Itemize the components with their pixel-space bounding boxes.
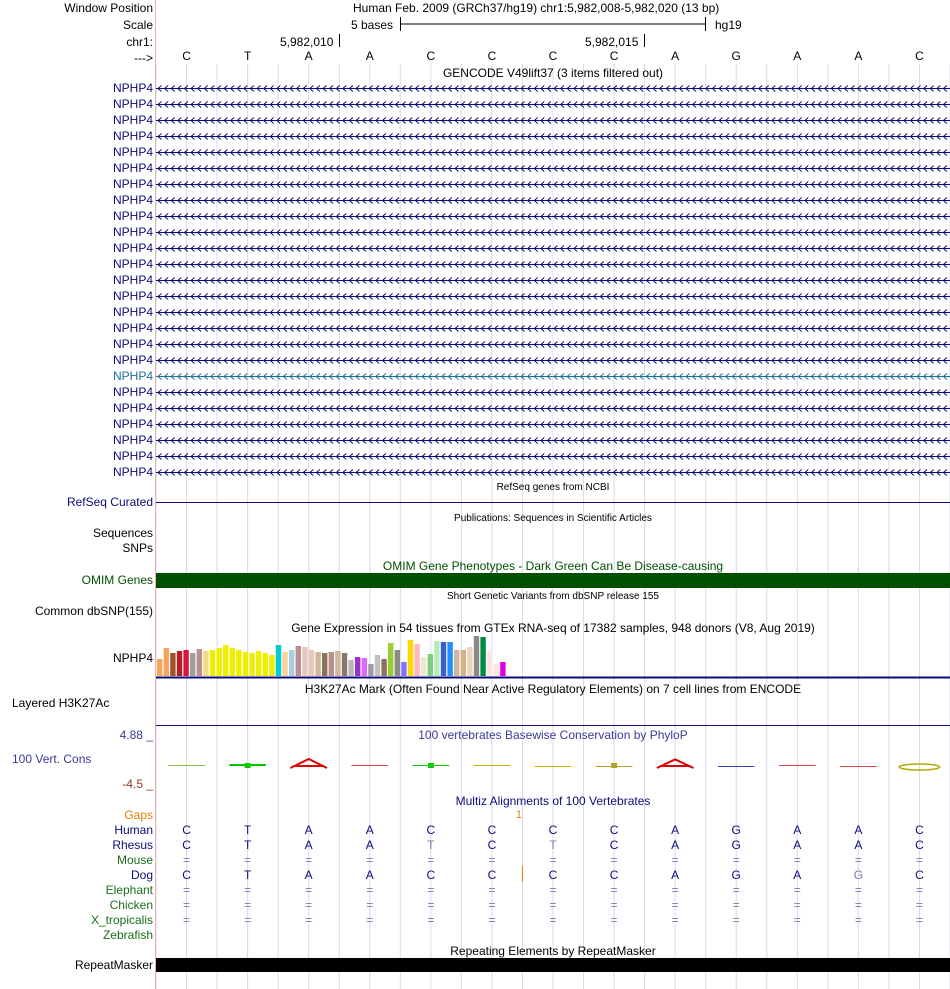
alignment-base: C [487,838,497,852]
omim-track-title[interactable]: OMIM Gene Phenotypes - Dark Green Can Be Disease-causing [382,559,724,573]
alignment-base: = [305,883,313,897]
alignment-base: C [426,868,436,882]
gene-label-nphp4[interactable]: NPHP4 [112,97,153,111]
alignment-base: C [182,868,191,882]
alignment-base: C [609,868,619,882]
gtex-tissue-bar[interactable] [467,647,472,676]
gene-label-nphp4[interactable]: NPHP4 [112,369,153,383]
gtex-tissue-bar[interactable] [421,657,426,676]
gtex-tissue-bar[interactable] [289,650,294,676]
gene-label-nphp4[interactable]: NPHP4 [112,225,153,239]
gene-label-nphp4[interactable]: NPHP4 [112,177,153,191]
alignment-base: = [427,913,435,927]
alignment-base: = [366,883,374,897]
gtex-tissue-bar[interactable] [183,650,188,676]
alignment-base: = [366,913,374,927]
alignment-base: = [854,853,862,867]
strand-label: ---> [134,51,153,65]
gtex-tissue-bar[interactable] [296,646,301,676]
alignment-base: C [548,868,558,882]
gtex-tissue-bar[interactable] [395,650,400,676]
gtex-tissue-bar[interactable] [414,644,419,676]
phylop-mark [611,763,617,768]
window-position-label: Window Position [64,1,153,15]
alignment-base: C [548,823,558,837]
base-letter: A [671,49,680,63]
phylop-mark [168,765,205,766]
alignment-base: = [915,898,923,912]
alignment-base: = [915,883,923,897]
alignment-base: = [244,883,252,897]
gtex-tissue-bar[interactable] [441,642,446,676]
gtex-tissue-bar[interactable] [164,648,169,676]
alignment-base: = [671,913,679,927]
gene-label-nphp4[interactable]: NPHP4 [112,161,153,175]
alignment-base: A [854,838,863,852]
gene-label-nphp4[interactable]: NPHP4 [112,465,153,479]
gtex-tissue-bar[interactable] [216,648,221,676]
alignment-base: T [243,868,252,882]
gene-label-nphp4[interactable]: NPHP4 [112,209,153,223]
alignment-base: = [366,853,374,867]
db-text: hg19 [715,18,742,32]
alignment-base: = [244,853,252,867]
omim-track-label[interactable]: OMIM Genes [81,573,153,587]
species-label[interactable]: X_tropicalis [90,913,153,927]
gtex-tissue-bar[interactable] [256,651,261,676]
alignment-base: = [793,853,801,867]
omim-gene-bar[interactable] [156,573,950,588]
gtex-tissue-bar[interactable] [500,662,505,676]
gene-label-nphp4[interactable]: NPHP4 [112,401,153,415]
species-label[interactable]: Rhesus [112,838,153,852]
gene-label-nphp4[interactable]: NPHP4 [112,385,153,399]
gtex-tissue-bar[interactable] [434,641,439,676]
base-letter: A [365,49,374,63]
alignment-base: = [549,883,557,897]
gene-label-nphp4[interactable]: NPHP4 [112,257,153,271]
phylop-mark [840,766,877,767]
gtex-tissue-bar[interactable] [381,659,386,676]
alignment-base: = [793,913,801,927]
phylop-mark [245,763,251,768]
multiz-track-title[interactable]: Multiz Alignments of 100 Vertebrates [455,794,651,808]
alignment-base: = [488,883,496,897]
sequences-label[interactable]: Sequences [92,526,153,540]
alignment-base: = [244,898,252,912]
gene-label-nphp4[interactable]: NPHP4 [112,353,153,367]
gtex-tissue-bar[interactable] [263,653,268,676]
alignment-base: = [427,898,435,912]
gtex-tissue-bar[interactable] [408,640,413,676]
gtex-tissue-bar[interactable] [388,643,393,676]
alignment-base: T [243,823,252,837]
alignment-base: = [549,898,557,912]
scale-bases-text: 5 bases [351,18,394,32]
gtex-tissue-bar[interactable] [494,664,499,676]
gtex-tissue-bar[interactable] [362,658,367,676]
gtex-tissue-bar[interactable] [342,653,347,676]
alignment-base: T [549,838,557,852]
gtex-tissue-bar[interactable] [269,655,274,676]
species-label[interactable]: Elephant [105,883,153,897]
gtex-tissue-bar[interactable] [474,636,479,676]
alignment-base: T [243,838,252,852]
gene-label-nphp4[interactable]: NPHP4 [112,289,153,303]
alignment-base: A [365,868,374,882]
alignment-base: = [610,913,618,927]
gtex-track-title[interactable]: Gene Expression in 54 tissues from GTEx RNA-seq of 17382 samples, 948 donors (V8, Aug 2019) [291,621,815,635]
phylop-track-plot[interactable] [168,759,940,770]
alignment-base: = [183,883,191,897]
gtex-tissue-bar[interactable] [375,655,380,676]
gene-label-nphp4[interactable]: NPHP4 [112,433,153,447]
h3k27ac-track-label[interactable]: Layered H3K27Ac [12,696,110,710]
alignment-base: C [915,838,924,852]
gene-label-nphp4[interactable]: NPHP4 [112,305,153,319]
repeatmasker-track-label[interactable]: RepeatMasker [74,958,153,972]
gap-count-marker: 1 [515,809,523,821]
alignment-base: = [854,898,862,912]
base-letter: T [243,49,252,63]
gtex-tissue-bar[interactable] [243,652,248,676]
gtex-tissue-bar[interactable] [210,650,215,676]
gene-label-nphp4[interactable]: NPHP4 [112,241,153,255]
gtex-tissue-bar[interactable] [249,653,254,676]
species-label[interactable]: Chicken [109,898,153,912]
phylop-mark [474,765,511,766]
alignment-base: A [671,838,680,852]
gtex-tissue-bar[interactable] [157,659,162,676]
species-label[interactable]: Zebrafish [102,928,153,942]
gtex-track-label[interactable]: NPHP4 [112,651,153,665]
alignment-base: = [671,898,679,912]
alignment-base: = [671,853,679,867]
phylop-min-label: -4.5 _ [122,777,153,791]
alignment-base: C [182,838,191,852]
gtex-tissue-bar[interactable] [487,651,492,676]
alignment-base: C [609,838,619,852]
gtex-tissue-bar[interactable] [428,654,433,676]
alignment-base: A [365,838,374,852]
alignment-base: C [487,868,497,882]
gtex-tissue-bar[interactable] [230,648,235,676]
chr-label: chr1: [126,35,153,49]
base-letter: G [731,49,741,63]
species-label[interactable]: Dog [130,868,153,882]
base-letter: A [854,49,863,63]
alignment-base: A [304,838,313,852]
alignment-base: C [609,823,619,837]
base-letter: C [548,49,558,63]
alignment-base: A [304,868,313,882]
gene-label-nphp4[interactable]: NPHP4 [112,113,153,127]
h3k27ac-track-title[interactable]: H3K27Ac Mark (Often Found Near Active Regulatory Elements) on 7 cell lines from ENCODE [304,682,802,696]
alignment-base: C [915,823,924,837]
scale-label: Scale [122,18,153,32]
gtex-tissue-bar[interactable] [315,652,320,676]
gtex-tissue-bar[interactable] [223,645,228,676]
alignment-base: = [732,853,740,867]
alignment-base: = [183,898,191,912]
alignment-base: A [793,868,802,882]
refseq-track-title[interactable]: RefSeq genes from NCBI [496,482,610,493]
phylop-mark [718,766,755,767]
gencode-track-title[interactable]: GENCODE V49lift37 (3 items filtered out) [442,66,664,80]
base-letter: A [304,49,313,63]
gene-label-nphp4[interactable]: NPHP4 [112,129,153,143]
alignment-base: = [732,913,740,927]
alignment-base: = [610,898,618,912]
gtex-tissue-bar[interactable] [461,650,466,676]
gtex-tissue-bar[interactable] [177,651,182,676]
repeatmasker-bar[interactable] [156,958,950,972]
alignment-base: = [488,898,496,912]
alignment-base: A [793,823,802,837]
base-letter: C [426,49,436,63]
alignment-base: A [671,868,680,882]
base-letter: A [793,49,802,63]
species-label[interactable]: Human [114,823,153,837]
alignment-base: A [793,838,802,852]
snps-label[interactable]: SNPs [122,541,153,555]
ruler-tick-label: 5,982,015 [585,35,639,49]
gtex-tissue-bar[interactable] [170,653,175,676]
alignment-base: = [305,853,313,867]
gaps-label: Gaps [124,808,153,822]
alignment-base: = [427,853,435,867]
phylop-max-label: 4.88 _ [119,728,153,742]
base-letter: C [182,49,191,63]
phylop-mark [535,766,572,767]
alignment-base: G [853,868,864,882]
gtex-tissue-bar[interactable] [203,651,208,676]
alignment-base: = [305,898,313,912]
alignment-base: G [731,823,741,837]
alignment-base: = [732,898,740,912]
gtex-tissue-bar[interactable] [401,662,406,676]
alignment-base: = [854,913,862,927]
alignment-base: = [427,883,435,897]
alignment-base: = [183,913,191,927]
gtex-bar-chart[interactable] [157,636,506,676]
gtex-tissue-bar[interactable] [190,653,195,676]
alignment-base: = [366,898,374,912]
gtex-tissue-bar[interactable] [447,642,452,676]
alignment-base: G [731,868,741,882]
base-letter: C [915,49,924,63]
alignment-base: = [915,853,923,867]
gene-label-nphp4[interactable]: NPHP4 [112,145,153,159]
alignment-base: = [610,883,618,897]
alignment-base: = [793,898,801,912]
gtex-tissue-bar[interactable] [302,647,307,676]
repeatmasker-track-title[interactable]: Repeating Elements by RepeatMasker [450,944,656,958]
gtex-tissue-bar[interactable] [197,649,202,676]
gene-label-nphp4[interactable]: NPHP4 [112,417,153,431]
species-label[interactable]: Mouse [116,853,153,867]
base-letter: C [487,49,497,63]
gtex-tissue-bar[interactable] [282,652,287,676]
ruler-tick-label: 5,982,010 [280,35,334,49]
alignment-base: C [426,823,436,837]
gtex-tissue-bar[interactable] [309,650,314,676]
alignment-base: = [488,853,496,867]
refseq-track-label[interactable]: RefSeq Curated [66,495,153,509]
gene-label-nphp4[interactable]: NPHP4 [112,321,153,335]
gtex-tissue-bar[interactable] [480,637,485,676]
gtex-tissue-bar[interactable] [322,653,327,676]
phylop-track-label[interactable]: 100 Vert. Cons [12,752,92,766]
gtex-tissue-bar[interactable] [276,645,281,676]
alignment-base: A [365,823,374,837]
alignment-base: = [671,883,679,897]
alignment-base: = [610,853,618,867]
alignment-base: = [915,913,923,927]
alignment-base: A [671,823,680,837]
pubs-track-title[interactable]: Publications: Sequences in Scientific Articles [454,513,652,524]
dbsnp-track-title[interactable]: Short Genetic Variants from dbSNP release 155 [447,591,659,602]
phylop-mark [428,763,434,768]
phylop-track-title[interactable]: 100 vertebrates Basewise Conservation by PhyloP [418,728,688,742]
alignment-base: = [488,913,496,927]
phylop-mark [351,765,388,766]
alignment-base: = [244,913,252,927]
alignment-base: = [549,853,557,867]
alignment-base: A [304,823,313,837]
alignment-base: = [305,913,313,927]
gene-label-nphp4[interactable]: NPHP4 [112,193,153,207]
alignment-base: C [915,868,924,882]
alignment-base: T [427,838,435,852]
gtex-tissue-bar[interactable] [355,657,360,676]
alignment-base: = [793,883,801,897]
alignment-base: = [183,853,191,867]
phylop-mark [779,765,816,766]
base-letter: C [609,49,619,63]
alignment-base: A [854,823,863,837]
alignment-base: = [732,883,740,897]
alignment-base: G [731,838,741,852]
gtex-tissue-bar[interactable] [236,650,241,676]
gtex-tissue-bar[interactable] [329,652,334,676]
gtex-tissue-bar[interactable] [368,664,373,676]
dbsnp-track-label[interactable]: Common dbSNP(155) [34,604,153,618]
assembly-position-text: Human Feb. 2009 (GRCh37/hg19) chr1:5,982,008-5,982,020 (13 bp) [353,1,720,15]
gene-label-nphp4[interactable]: NPHP4 [112,449,153,463]
gtex-tissue-bar[interactable] [335,651,340,676]
gtex-tissue-bar[interactable] [348,660,353,676]
alignment-base: C [487,823,497,837]
gene-label-nphp4[interactable]: NPHP4 [112,273,153,287]
alignment-base: = [854,883,862,897]
alignment-base: = [549,913,557,927]
gene-label-nphp4[interactable]: NPHP4 [112,81,153,95]
gtex-tissue-bar[interactable] [454,650,459,676]
gene-label-nphp4[interactable]: NPHP4 [112,337,153,351]
alignment-base: C [182,823,191,837]
